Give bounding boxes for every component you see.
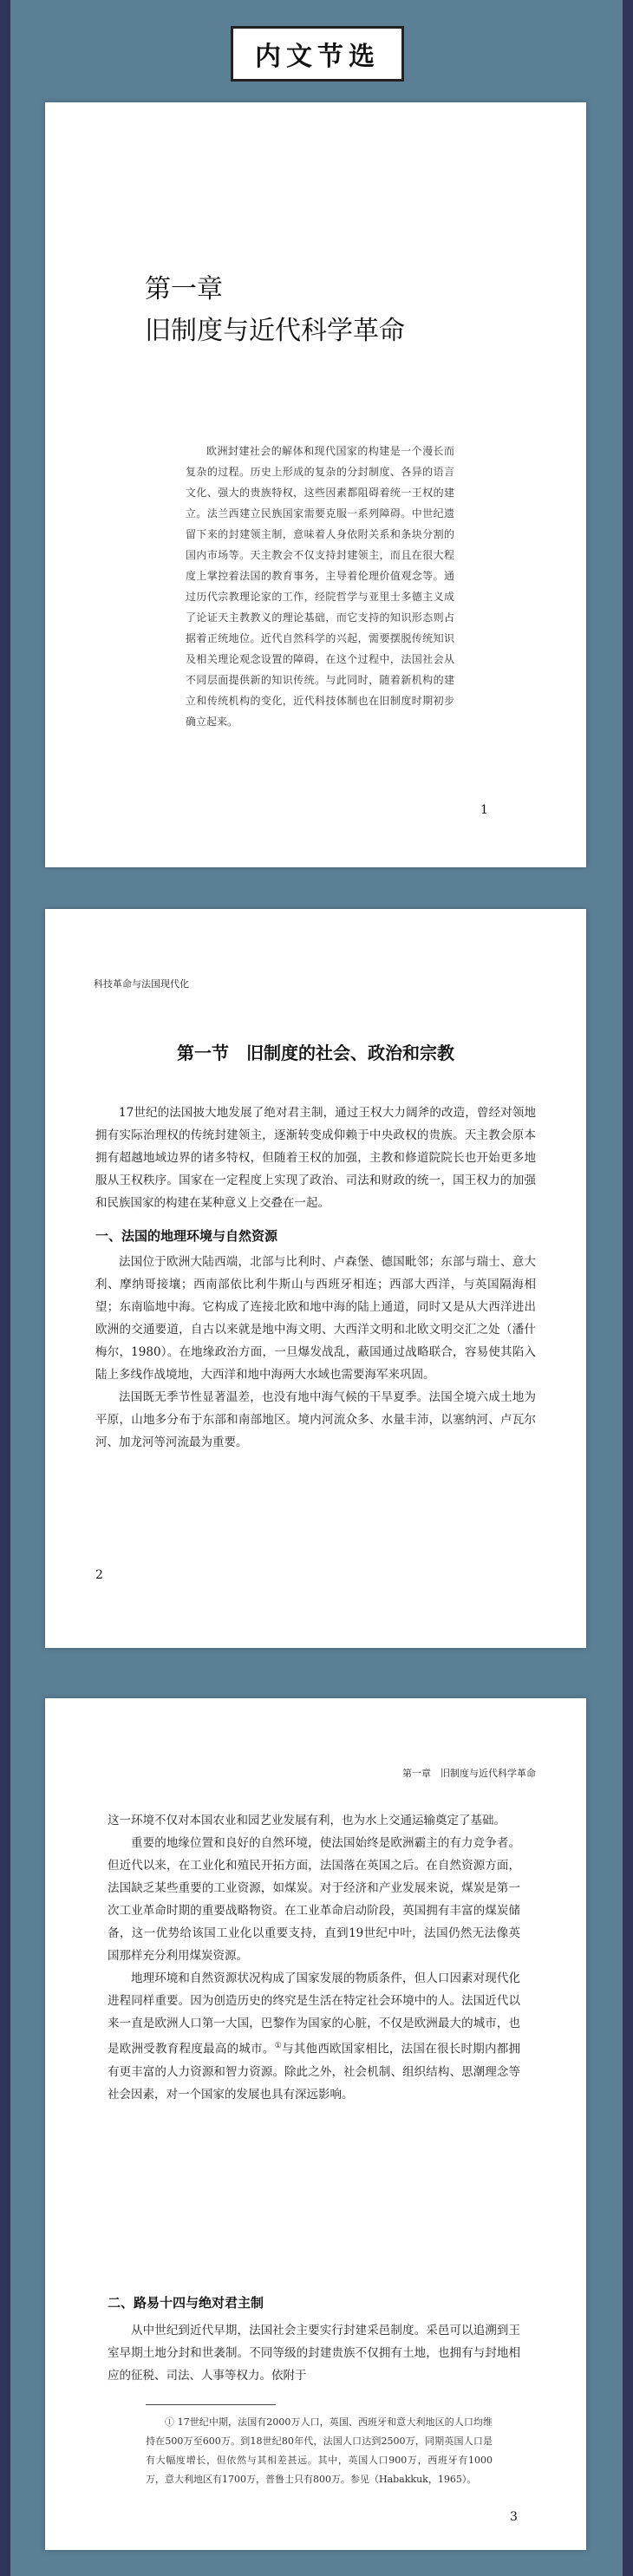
paragraph: 法国位于欧洲大陆西端，北部与比利时、卢森堡、德国毗邻；东部与瑞士、意大利、摩纳哥接壤；西南部依比利牛斯山与西班牙相连；西部大西洋，与英国隔海相望；东南临地中海。它构成了连接北欧和地中海的陆上通道，同时又是从大西洋进出欧洲的交通要道，自古以来就是地中海文明、大西洋文明和北欧文明交汇之处（潘什梅尔，1980）。在地缘政治方面，一旦爆发战乱，蔽国通过战略联合，容易使其陷入陆上多线作战境地，大西洋和地中海两大水域也需要海军来巩固。 (95, 1255, 536, 1382)
chapter-title: 旧制度与近代科学革命 (145, 316, 405, 346)
banner-title: 内文节选 (255, 42, 380, 72)
section-title: 第一节 旧制度的社会、政治和宗教 (177, 1043, 454, 1063)
running-head: 科技革命与法国现代化 (94, 978, 189, 990)
book-page-1 (45, 102, 586, 867)
footnote: ① 17世纪中期，法国有2000万人口，英国、西班牙和意大利地区的人口均维持在500万至600万。到18世纪80年代，法国人口达到2500万，同期英国人口是有大幅度增长，但依然与其相差甚远。其中，英国人口900万，西班牙有1000万，意大利地区有1700万，普鲁士只有800万。参见（Habakkuk，1965）。 (146, 2416, 493, 2485)
footnote-divider (146, 2404, 276, 2405)
paragraph-text: 与其他西欧国家相比，法国在很长时期内都拥有更丰富的人力资源和智力资源。除此之外，社会机制、组织结构、思潮理念等社会因素，对一个国家的发展也具有深远影响。 (108, 2042, 521, 2102)
body-paragraphs (108, 1809, 520, 2106)
book-page-3 (45, 1698, 586, 2550)
page-number: 3 (510, 2510, 518, 2524)
excerpt-banner (231, 26, 404, 82)
intro-text: 17世纪的法国披大地发展了绝对君主制，通过王权大力阔斧的改造，曾经对领地拥有实际治理权的传统封建领主，逐渐转变成仰赖于中央政权的贵族。天主教会原本拥有超越地域边界的诸多特权，但随着王权的加强，主教和修道院院长也开始更多地服从王权秩序。国家在一定程度上实现了政治、司法和财政的统一，国王权力的加强和民族国家的构建在某种意义上交叠在一起。 (95, 1106, 536, 1210)
chapter-number: 第一章 (145, 274, 223, 304)
page-number: 2 (95, 1568, 103, 1582)
book-page-2 (45, 909, 586, 1648)
left-border-bar (0, 0, 10, 2576)
page-number: 1 (480, 803, 488, 817)
paragraph-text: 地理环境和自然资源状况构成了国家发展的物质条件，但人口因素对现代化进程同样重要。因为创造历史的终究是生活在特定社会环境中的人。法国近代以来一直是欧洲人口第一大国，巴黎作为国家的心脏，不仅是欧洲最大的城市，也是欧洲受教育程度最高的城市。 (108, 1971, 520, 2056)
paragraph: 法国既无季节性显著温差，也没有地中海气候的干旱夏季。法国全境六成土地为平原，山地多分布于东部和南部地区。境内河流众多、水量丰沛，以塞纳河、卢瓦尔河、加龙河等河流最为重要。 (95, 1390, 536, 1449)
paragraph: 从中世纪到近代早期，法国社会主要实行封建采邑制度。采邑可以追溯到王室早期土地分封和世袭制。不同等级的封建贵族不仅拥有土地，也拥有与封地相应的征税、司法、人事等权力。依附于 (108, 2324, 520, 2383)
intro-paragraph (95, 1102, 536, 1214)
footnote-mark: ① (274, 2042, 283, 2050)
running-head: 第一章 旧制度与近代科学革命 (402, 1768, 536, 1779)
right-border-bar (623, 0, 633, 2576)
paragraph (108, 1967, 520, 2106)
paragraph: 重要的地缘位置和良好的自然环境，使法国始终是欧洲霸主的有力竞争者。但近代以来，在工业化和殖民开拓方面，法国落在英国之后。在自然资源方面，法国缺乏某些重要的工业资源，如煤炭。对于经济和产业发展来说，煤炭是第一次工业革命时期的重要战略物资。在工业革命启动阶段，英国拥有丰富的煤炭储备，这一优势给该国工业化以重要支持，直到19世纪中叶，法国仍然无法像英国那样充分利用煤炭资源。 (108, 1836, 520, 1963)
body-paragraphs (95, 1251, 536, 1454)
chapter-abstract: 欧洲封建社会的解体和现代国家的构建是一个漫长而复杂的过程。历史上形成的复杂的分封制度、各异的语言文化、强大的贵族特权，这些因素都阻碍着统一王权的建立。法兰西建立民族国家需要克服一系列障碍。中世纪遗留下来的封建领主制，意味着人身依附关系和条块分割的国内市场等。天主教会不仅支持封建领主，而且在很大程度上掌控着法国的教育事务，主导着伦理价值观念等。通过历代宗教理论家的工作，经院哲学与亚里士多德主义成了论证天主教教义的理论基础，而它支持的知识形态则占据着正统地位。近代自然科学的兴起，需要摆脱传统知识及相关理论观念设置的障碍，在这个过程中，法国社会从不同层面提供新的知识传统。与此同时，随着新机构的建立和传统机构的变化，近代科技体制也在旧制度时期初步确立起来。 (186, 445, 454, 728)
subheading-geography: 一、法国的地理环境与自然资源 (95, 1228, 278, 1244)
subheading-absolutism: 二、路易十四与绝对君主制 (108, 2295, 264, 2311)
body-paragraphs (108, 2319, 520, 2387)
paragraph: 这一环境不仅对本国农业和园艺业发展有利，也为水上交通运输奠定了基础。 (108, 1814, 506, 1827)
